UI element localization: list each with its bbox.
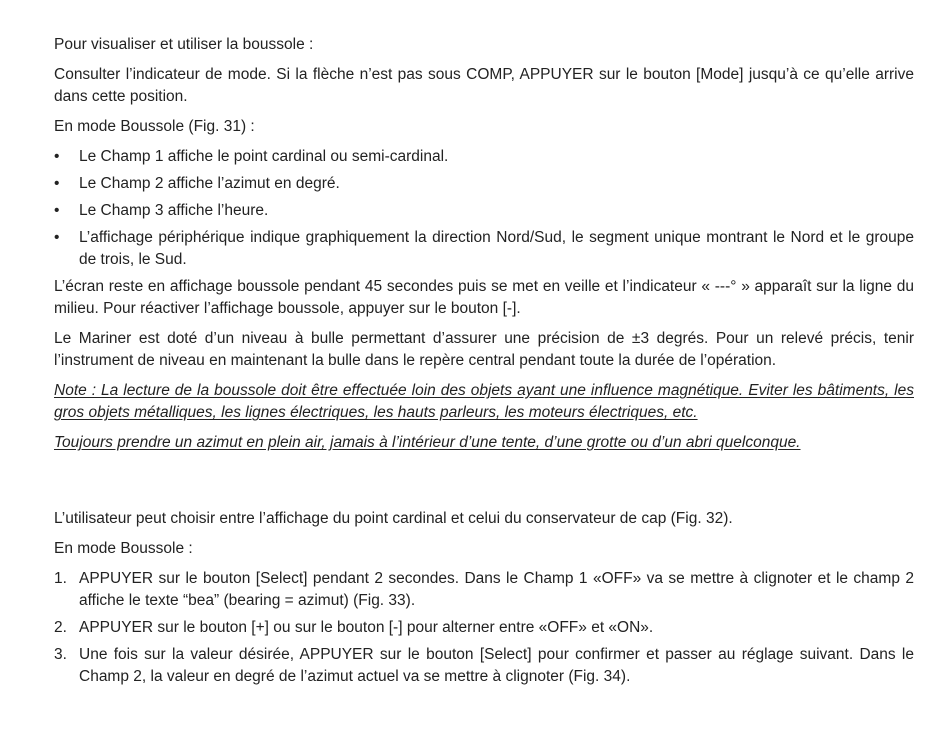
bullet-text: Le Champ 3 affiche l’heure. (79, 202, 269, 219)
bullet-text: Le Champ 2 affiche l’azimut en degré. (79, 175, 340, 192)
intro-heading: Pour visualiser et utiliser la boussole : (54, 36, 314, 53)
step-text: APPUYER sur le bouton [+] ou sur le bouton [-] pour alterner entre «OFF» et «ON». (79, 619, 654, 636)
step-item (54, 644, 914, 688)
bullet-item (54, 200, 914, 222)
compass-mode-subheading: En mode Boussole : (54, 540, 193, 557)
field-bullet-list (54, 146, 914, 271)
bearing-intro-paragraph: L’utilisateur peut choisir entre l’affichage du point cardinal et celui du conservateur de cap (Fig. 32). (54, 510, 733, 527)
bullet-text: L’affichage périphérique indique graphiquement la direction Nord/Sud, le segment unique montrant le Nord et le groupe de trois, le Sud. (79, 229, 914, 268)
bubble-level-paragraph: Le Mariner est doté d’un niveau à bulle permettant d’assurer une précision de ±3 degrés. Pour un relevé précis, tenir l’instrument de niveau en maintenant la bulle dans le repère central pendant toute la durée de l’opération. (54, 330, 914, 369)
bullet-item (54, 227, 914, 271)
compass-mode-heading: En mode Boussole (Fig. 31) : (54, 118, 255, 135)
mode-instruction-paragraph: Consulter l’indicateur de mode. Si la flèche n’est pas sous COMP, APPUYER sur le bouton [Mode] jusqu’à ce qu’elle arrive dans cette position. (54, 66, 914, 105)
bullet-item (54, 146, 914, 168)
section-spacer (54, 462, 914, 508)
bullet-marker: • (54, 175, 60, 192)
step-item (54, 617, 914, 639)
steps-list (54, 568, 914, 688)
magnetic-note: Note : La lecture de la boussole doit être effectuée loin des objets ayant une influence magnétique. Eviter les bâtiments, les gros objets métalliques, les lignes électriques, les hauts parleurs, les moteurs électriques, etc. (54, 382, 914, 421)
step-number: 1. (54, 570, 67, 587)
bullet-marker: • (54, 229, 60, 246)
step-text: APPUYER sur le bouton [Select] pendant 2 secondes. Dans le Champ 1 «OFF» va se mettre à clignoter et le champ 2 affiche le texte “bea” (bearing = azimut) (Fig. 33). (79, 570, 914, 609)
standby-paragraph: L’écran reste en affichage boussole pendant 45 secondes puis se met en veille et l’indicateur « ---° » apparaît sur la ligne du milieu. Pour réactiver l’affichage boussole, appuyer sur le bouton [-]. (54, 278, 914, 317)
bullet-marker: • (54, 202, 60, 219)
bullet-marker: • (54, 148, 60, 165)
step-text: Une fois sur la valeur désirée, APPUYER sur le bouton [Select] pour confirmer et passer au réglage suivant. Dans le Champ 2, la valeur en degré de l’azimut actuel va se mettre à clignoter (Fig. 34). (79, 646, 914, 685)
step-number: 2. (54, 619, 67, 636)
step-item (54, 568, 914, 612)
step-number: 3. (54, 646, 67, 663)
outdoor-note: Toujours prendre un azimut en plein air, jamais à l’intérieur d’une tente, d’une grotte ou d’un abri quelconque. (54, 434, 801, 451)
bullet-text: Le Champ 1 affiche le point cardinal ou semi-cardinal. (79, 148, 449, 165)
document-body (54, 34, 914, 693)
bullet-item (54, 173, 914, 195)
